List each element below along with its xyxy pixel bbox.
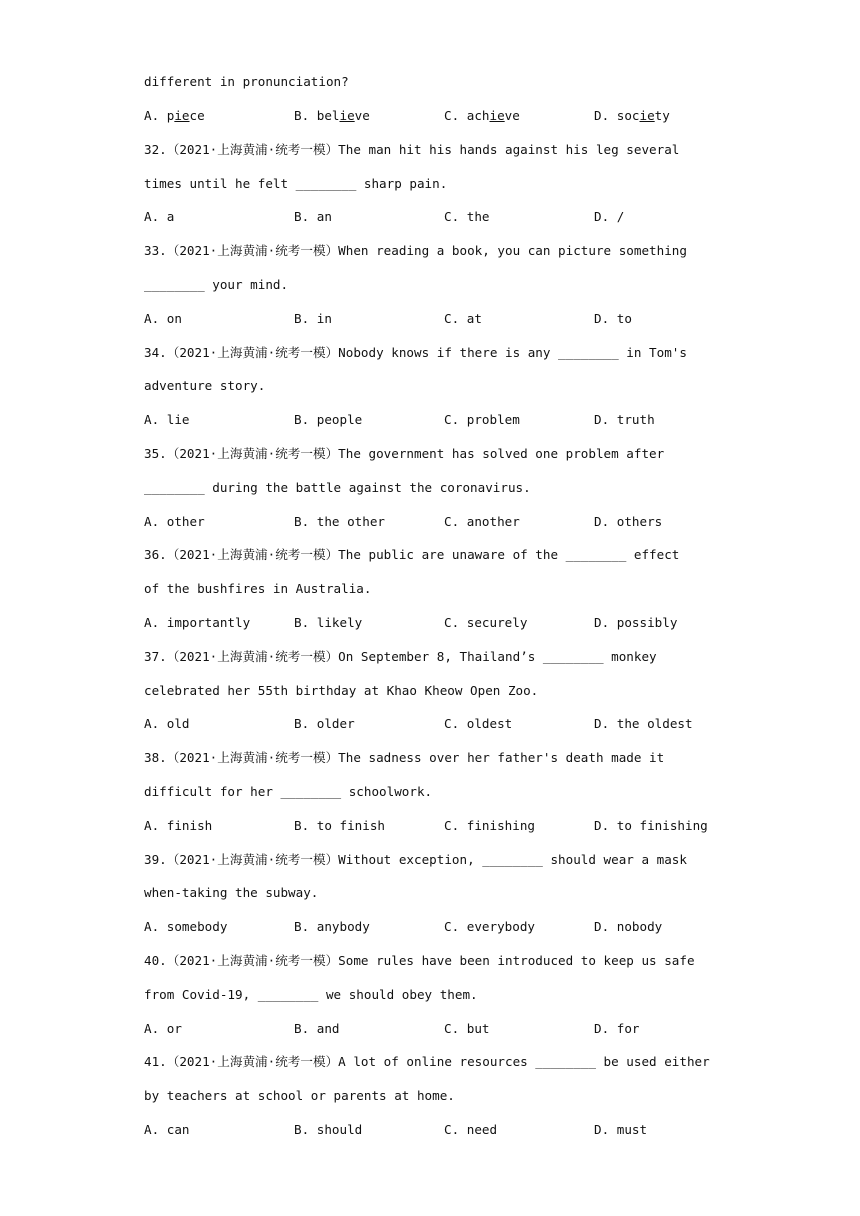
option-c: C. oldest: [444, 716, 513, 731]
option-b: B. the other: [294, 514, 385, 529]
question-38-stem: 38.（2021·上海黄浦·统考一模）The sadness over her father's death made it: [144, 750, 665, 765]
option-b: B. to finish: [294, 818, 385, 833]
option-a: A. piece: [144, 108, 205, 123]
option-d: D. others: [594, 514, 663, 529]
question-32-options: [144, 208, 724, 226]
option-d: D. the oldest: [594, 716, 693, 731]
option-b: B. older: [294, 716, 355, 731]
question-39-stem: 39.（2021·上海黄浦·统考一模）Without exception, ________ should wear a mask: [144, 852, 687, 867]
option-d: D. to finishing: [594, 818, 708, 833]
question-41-stem-cont: by teachers at school or parents at home.: [144, 1088, 455, 1103]
question-34-options: [144, 411, 724, 429]
option-c: C. finishing: [444, 818, 535, 833]
option-d: D. society: [594, 108, 670, 123]
intro-options: [144, 107, 724, 125]
option-d: D. for: [594, 1021, 640, 1036]
option-b: B. and: [294, 1021, 340, 1036]
question-continuation: different in pronunciation?: [144, 74, 349, 89]
option-a: A. can: [144, 1122, 190, 1137]
option-a: A. importantly: [144, 615, 251, 630]
option-c: C. at: [444, 311, 482, 326]
question-36-stem: 36.（2021·上海黄浦·统考一模）The public are unaware of the ________ effect: [144, 547, 680, 562]
option-b: B. should: [294, 1122, 363, 1137]
option-b: B. in: [294, 311, 332, 326]
question-33-options: [144, 310, 724, 328]
option-a: A. lie: [144, 412, 190, 427]
option-b: B. people: [294, 412, 363, 427]
option-c: C. but: [444, 1021, 490, 1036]
question-34-stem-cont: adventure story.: [144, 378, 266, 393]
question-36-options: [144, 614, 724, 632]
option-a: A. other: [144, 514, 205, 529]
question-35-stem-cont: ________ during the battle against the coronavirus.: [144, 480, 531, 495]
option-d: D. to: [594, 311, 632, 326]
option-c: C. problem: [444, 412, 520, 427]
question-38-stem-cont: difficult for her ________ schoolwork.: [144, 784, 433, 799]
question-41-stem: 41.（2021·上海黄浦·统考一模）A lot of online resources ________ be used either: [144, 1054, 710, 1069]
option-b: B. likely: [294, 615, 363, 630]
option-b: B. an: [294, 209, 332, 224]
option-a: A. or: [144, 1021, 182, 1036]
question-33-stem: 33.（2021·上海黄浦·统考一模）When reading a book, you can picture something: [144, 243, 687, 258]
question-34-stem: 34.（2021·上海黄浦·统考一模）Nobody knows if there is any ________ in Tom's: [144, 345, 687, 360]
question-39-options: [144, 918, 724, 936]
option-c: C. securely: [444, 615, 528, 630]
option-c: C. achieve: [444, 108, 520, 123]
option-b: B. believe: [294, 108, 370, 123]
question-37-stem: 37.（2021·上海黄浦·统考一模）On September 8, Thailand’s ________ monkey: [144, 649, 657, 664]
option-c: C. another: [444, 514, 520, 529]
question-32-stem-cont: times until he felt ________ sharp pain.: [144, 176, 448, 191]
question-40-stem-cont: from Covid-19, ________ we should obey them.: [144, 987, 478, 1002]
option-c: C. everybody: [444, 919, 535, 934]
option-c: C. the: [444, 209, 490, 224]
question-37-stem-cont: celebrated her 55th birthday at Khao Kheow Open Zoo.: [144, 683, 539, 698]
option-a: A. on: [144, 311, 182, 326]
option-a: A. old: [144, 716, 190, 731]
question-41-options: [144, 1121, 724, 1139]
question-40-stem: 40.（2021·上海黄浦·统考一模）Some rules have been introduced to keep us safe: [144, 953, 695, 968]
question-32-stem: 32.（2021·上海黄浦·统考一模）The man hit his hands against his leg several: [144, 142, 680, 157]
option-d: D. nobody: [594, 919, 663, 934]
option-a: A. finish: [144, 818, 213, 833]
option-a: A. somebody: [144, 919, 228, 934]
option-d: D. /: [594, 209, 625, 224]
question-37-options: [144, 715, 724, 733]
question-40-options: [144, 1020, 724, 1038]
question-35-options: [144, 513, 724, 531]
option-b: B. anybody: [294, 919, 370, 934]
option-a: A. a: [144, 209, 175, 224]
option-c: C. need: [444, 1122, 498, 1137]
question-35-stem: 35.（2021·上海黄浦·统考一模）The government has solved one problem after: [144, 446, 665, 461]
option-d: D. possibly: [594, 615, 678, 630]
question-38-options: [144, 817, 724, 835]
question-36-stem-cont: of the bushfires in Australia.: [144, 581, 372, 596]
question-33-stem-cont: ________ your mind.: [144, 277, 289, 292]
option-d: D. must: [594, 1122, 648, 1137]
option-d: D. truth: [594, 412, 655, 427]
question-39-stem-cont: when-taking the subway.: [144, 885, 319, 900]
